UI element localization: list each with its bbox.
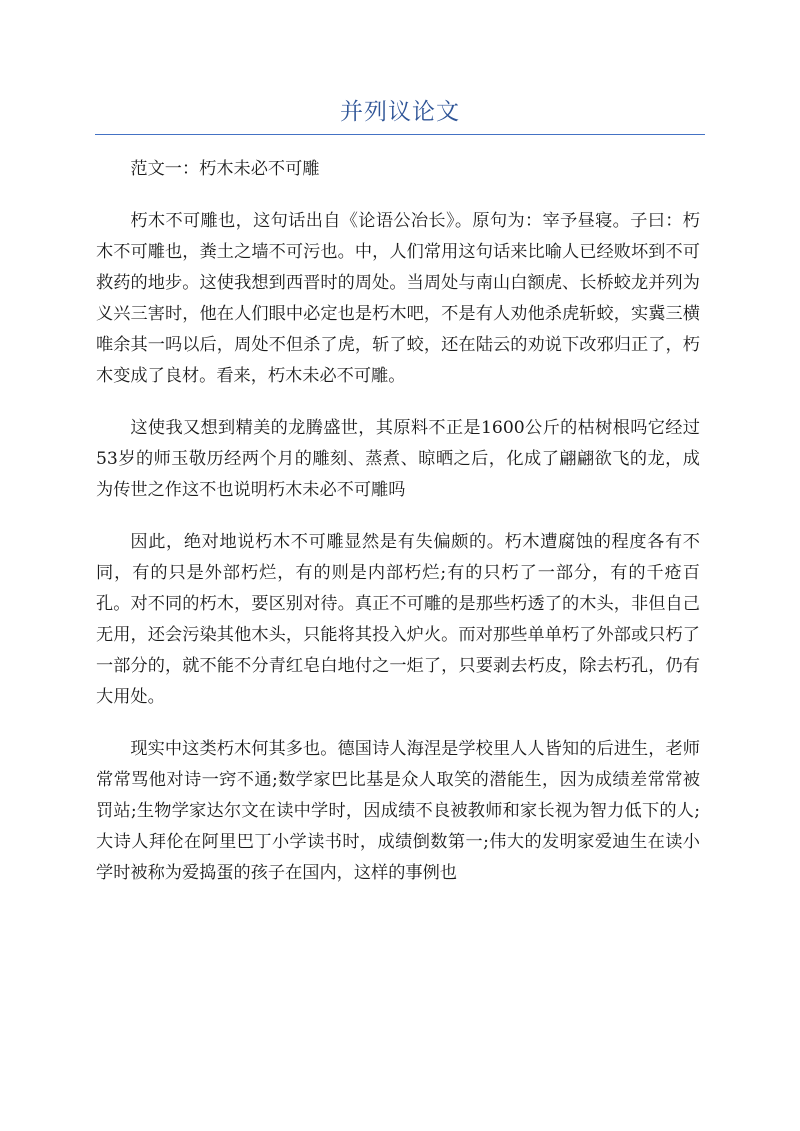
essay-subtitle: 范文一：朽木未必不可雕 xyxy=(130,159,320,179)
paragraph-3: 因此，绝对地说朽木不可雕显然是有失偏颇的。朽木遭腐蚀的程度各有不同，有的只是外部朽烂，有的则是内部朽烂;有的只朽了一部分，有的千疮百孔。对不同的朽木，要区别对待。真正不可雕的是那些朽透了的木头，非但自己无用，还会污染其他木头，只能将其投入炉火。而对那些单单朽了外部或只朽了一部分的，就不能不分青红皂白地付之一炬了，只要剥去朽皮，除去朽孔，仍有大用处。 xyxy=(96,532,700,707)
paragraph-2: 这使我又想到精美的龙腾盛世，其原料不正是1600公斤的枯树根吗它经过53岁的师玉敬历经两个月的雕刻、蒸煮、晾晒之后，化成了翩翩欲飞的龙，成为传世之作这不也说明朽木未必不可雕吗 xyxy=(96,418,700,500)
title-underline xyxy=(95,134,705,135)
document-title: 并列议论文 xyxy=(340,99,460,125)
paragraph-4: 现实中这类朽木何其多也。德国诗人海涅是学校里人人皆知的后进生，老师常常骂他对诗一窍不通;数学家巴比基是众人取笑的潜能生，因为成绩差常常被罚站;生物学家达尔文在读中学时，因成绩不良被教师和家长视为智力低下的人;大诗人拜伦在阿里巴丁小学读书时，成绩倒数第一;伟大的发明家爱迪生在读小学时被称为爱捣蛋的孩子在国内，这样的事例也 xyxy=(96,739,700,883)
paragraph-1: 朽木不可雕也，这句话出自《论语公冶长》。原句为：宰予昼寝。子曰：朽木不可雕也，粪土之墙不可污也。中，人们常用这句话来比喻人已经败坏到不可救药的地步。这使我想到西晋时的周处。当周处与南山白额虎、长桥蛟龙并列为义兴三害时，他在人们眼中必定也是朽木吧，不是有人劝他杀虎斩蛟，实冀三横唯余其一吗以后，周处不但杀了虎，斩了蛟，还在陆云的劝说下改邪归正了，朽木变成了良材。看来，朽木未必不可雕。 xyxy=(96,211,700,386)
document-body xyxy=(96,154,700,910)
